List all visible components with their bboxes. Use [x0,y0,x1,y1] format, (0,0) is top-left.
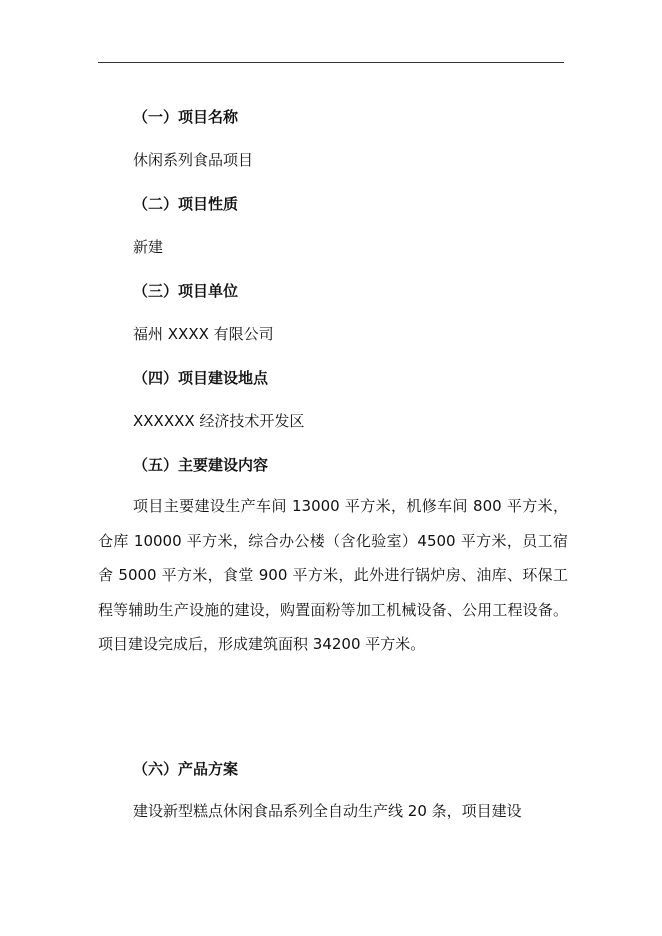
section-3-heading: （三）项目单位 [133,282,239,300]
section-5-heading: （五）主要建设内容 [133,456,269,474]
section-2-value: 新建 [133,238,164,256]
section-6-body: 建设新型糕点休闲食品系列全自动生产线 20 条，项目建设 [133,802,522,820]
section-5-body: 项目主要建设生产车间 13000 平方米，机修车间 800 平方米，仓库 10000 平方米，综合办公楼（含化验室）4500 平方米，员工宿舍 5000 平方米，食堂 900 平方米，此外进行锅炉房、油库、环保工程等辅助生产设施的建设，购置面粉等加工机械设备、公用工程设备。项目建设完成后，形成建筑面积 34200 平方米。 [98,497,568,653]
section-4-heading: （四）项目建设地点 [133,369,269,387]
section-2-heading: （二）项目性质 [133,195,239,213]
section-4-value: XXXXXX 经济技术开发区 [133,412,305,430]
section-1-heading: （一）项目名称 [133,108,239,126]
section-6-heading: （六）产品方案 [133,760,239,778]
header-rule [98,62,564,63]
section-1-value: 休闲系列食品项目 [133,151,254,169]
section-3-value: 福州 XXXX 有限公司 [133,325,274,343]
